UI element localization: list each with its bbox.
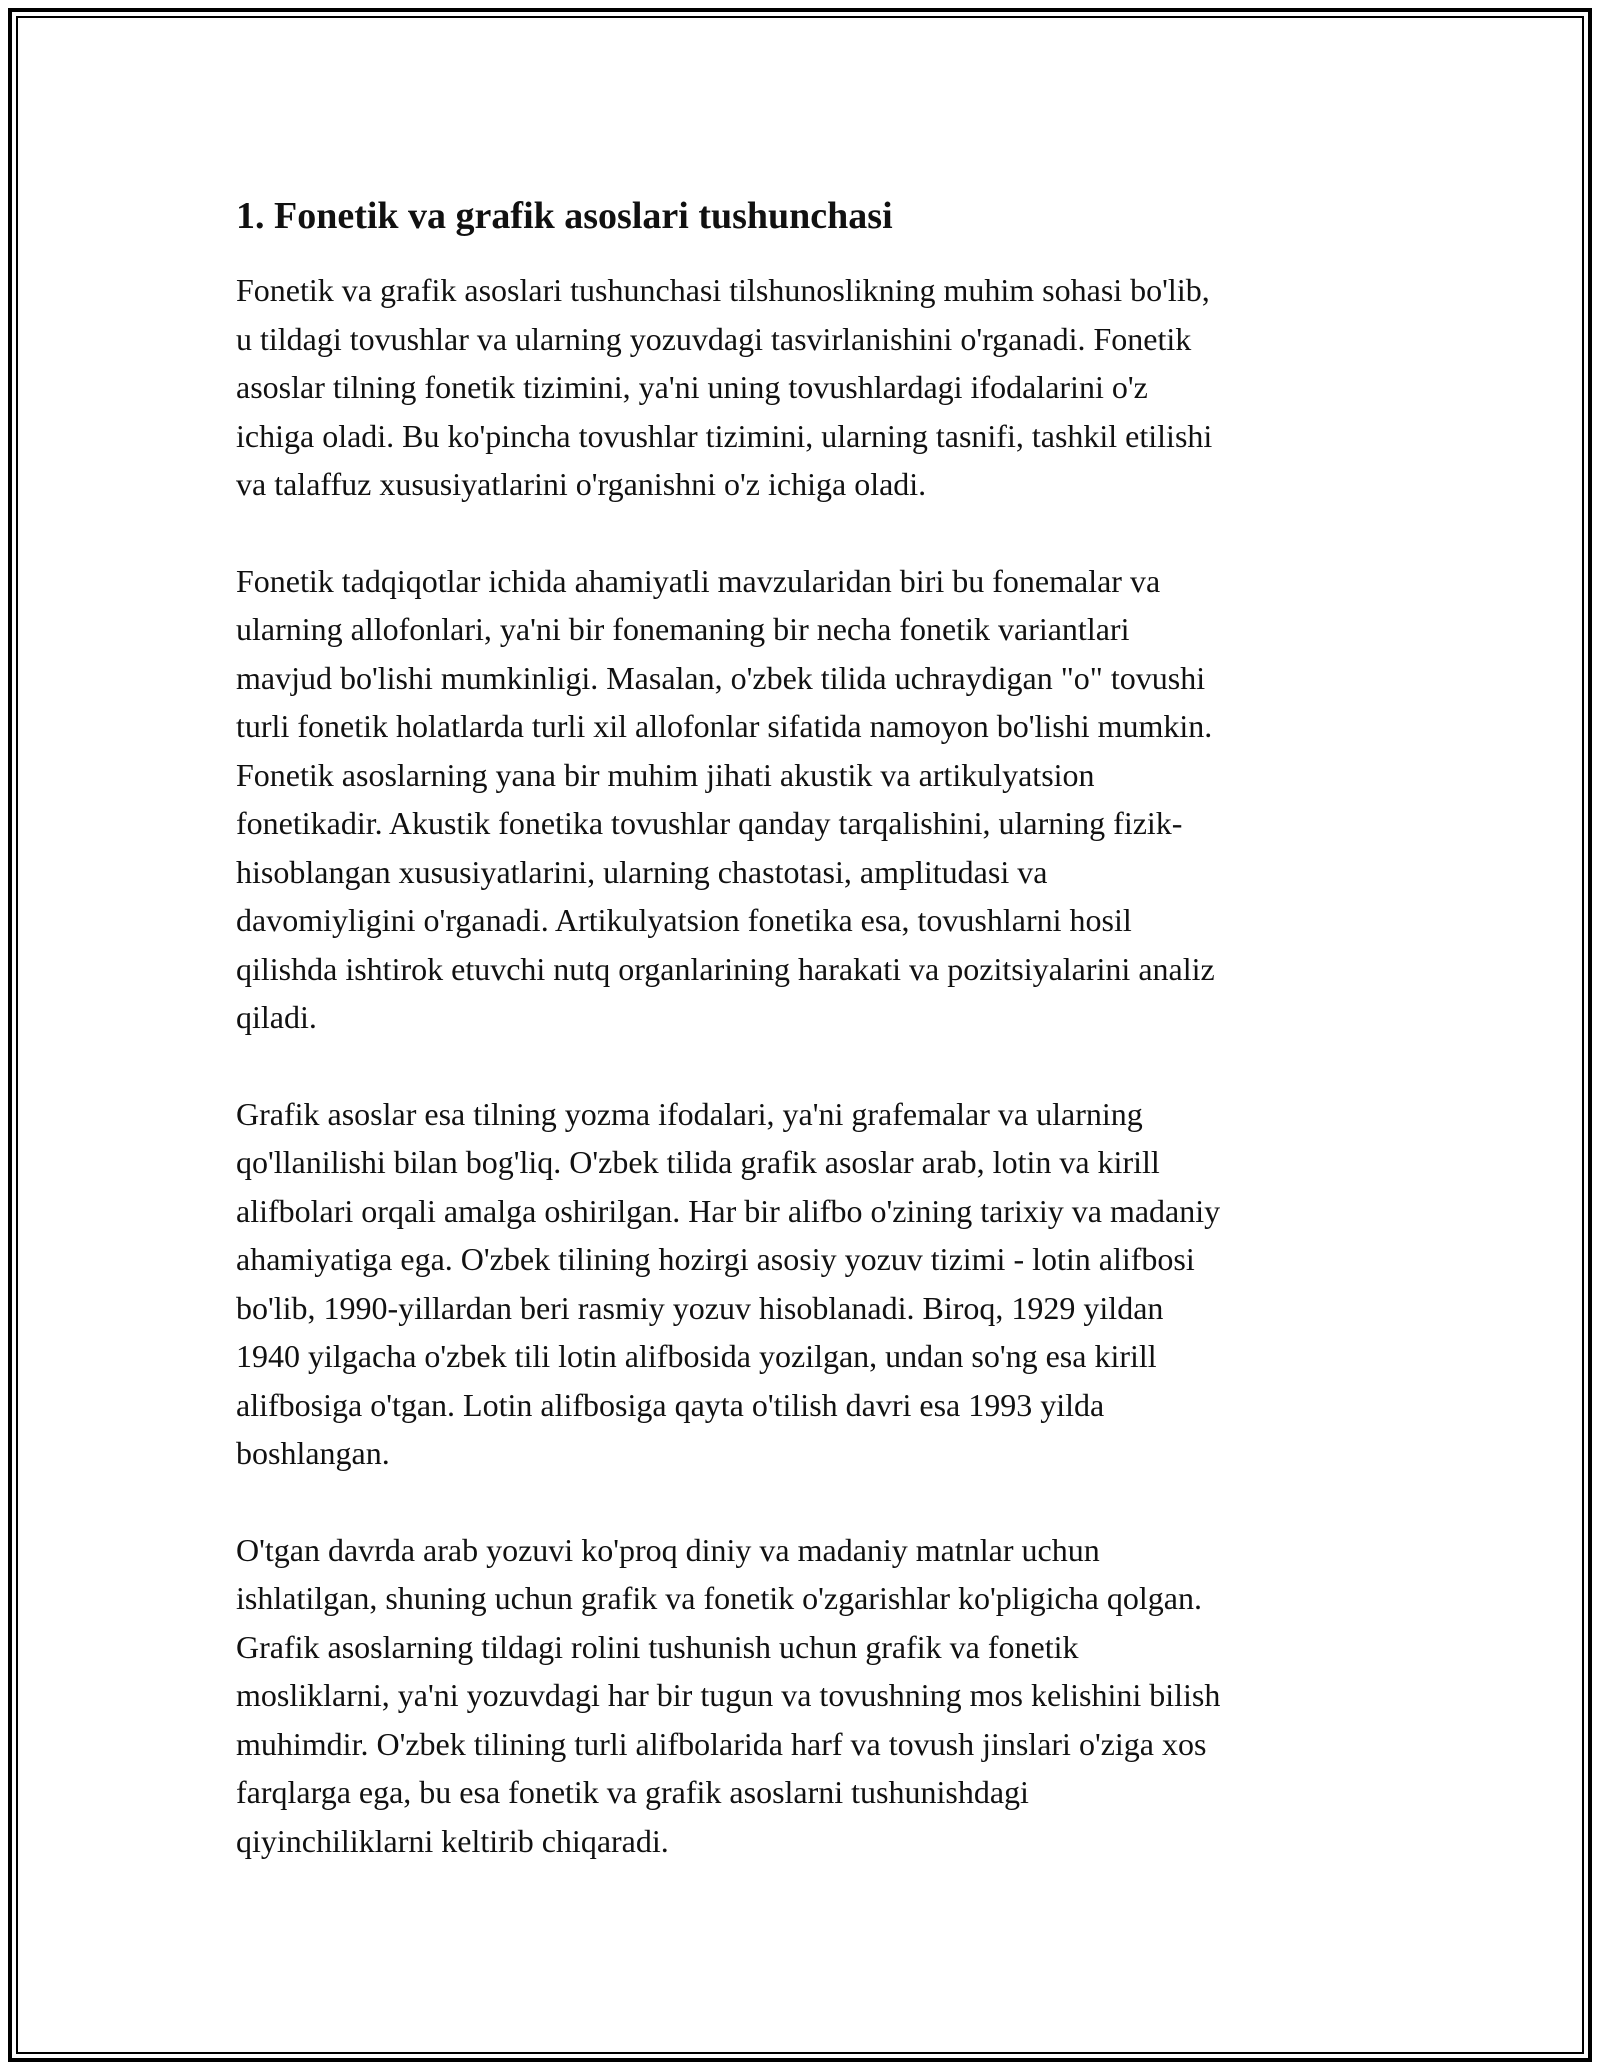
paragraph-3: Grafik asoslar esa tilning yozma ifodalari, ya'ni grafemalar va ularning qo'llanilishi bilan bog'liq. O'zbek tilida grafik asoslar arab, lotin va kirill alifbolari orqali amalga oshirilgan. Har bir alifbo o'zining tarixiy va madaniy ahamiyatiga ega. O'zbek tilining hozirgi asosiy yozuv tizimi - lotin alifbosi bo'lib, 1990-yillardan beri rasmiy yozuv hisoblanadi. Biroq, 1929 yildan 1940 yilgacha o'zbek tili lotin alifbosida yozilgan, undan so'ng esa kirill alifbosiga o'tgan. Lotin alifbosiga qayta o'tilish davri esa 1993 yilda boshlangan. xyxy=(236,1095,1221,1471)
section-heading: 1. Fonetik va grafik asoslari tushunchasi xyxy=(236,195,893,237)
paragraph-4: O'tgan davrda arab yozuvi ko'proq diniy va madaniy matnlar uchun ishlatilgan, shuning uchun grafik va fonetik o'zgarishlar ko'pligicha qolgan. Grafik asoslarning tildagi rolini tushunish uchun grafik va fonetik mosliklarni, ya'ni yozuvdagi har bir tugun va tovushning mos kelishini bilish muhimdir. O'zbek tilining turli alifbolarida harf va tovush jinslari o'ziga xos farqlarga ega, bu esa fonetik va grafik asoslarni tushunishdagi qiyinchiliklarni keltirib chiqaradi. xyxy=(236,1531,1221,1859)
document-body xyxy=(236,190,1376,1913)
paragraph-2: Fonetik tadqiqotlar ichida ahamiyatli mavzularidan biri bu fonemalar va ularning allofonlari, ya'ni bir fonemaning bir necha fonetik variantlari mavjud bo'lishi mumkinligi. Masalan, o'zbek tilida uchraydigan "o" tovushi turli fonetik holatlarda turli xil allofonlar sifatida namoyon bo'lishi mumkin. Fonetik asoslarning yana bir muhim jihati akustik va artikulyatsion fonetikadir. Akustik fonetika tovushlar qanday tarqalishini, ularning fizik- hisoblangan xususiyatlarini, ularning chastotasi, amplitudasi va davomiyligini o'rganadi. Artikulyatsion fonetika esa, tovushlarni hosil qilishda ishtirok etuvchi nutq organlarining harakati va pozitsiyalarini analiz qiladi. xyxy=(236,562,1215,1035)
paragraph-1: Fonetik va grafik asoslari tushunchasi tilshunoslikning muhim sohasi bo'lib, u tildagi tovushlar va ularning yozuvdagi tasvirlanishini o'rganadi. Fonetik asoslar tilning fonetik tizimini, ya'ni uning tovushlardagi ifodalarini o'z ichiga oladi. Bu ko'pincha tovushlar tizimini, ularning tasnifi, tashkil etilishi va talaffuz xususiyatlarini o'rganishni o'z ichiga oladi. xyxy=(236,272,1213,502)
